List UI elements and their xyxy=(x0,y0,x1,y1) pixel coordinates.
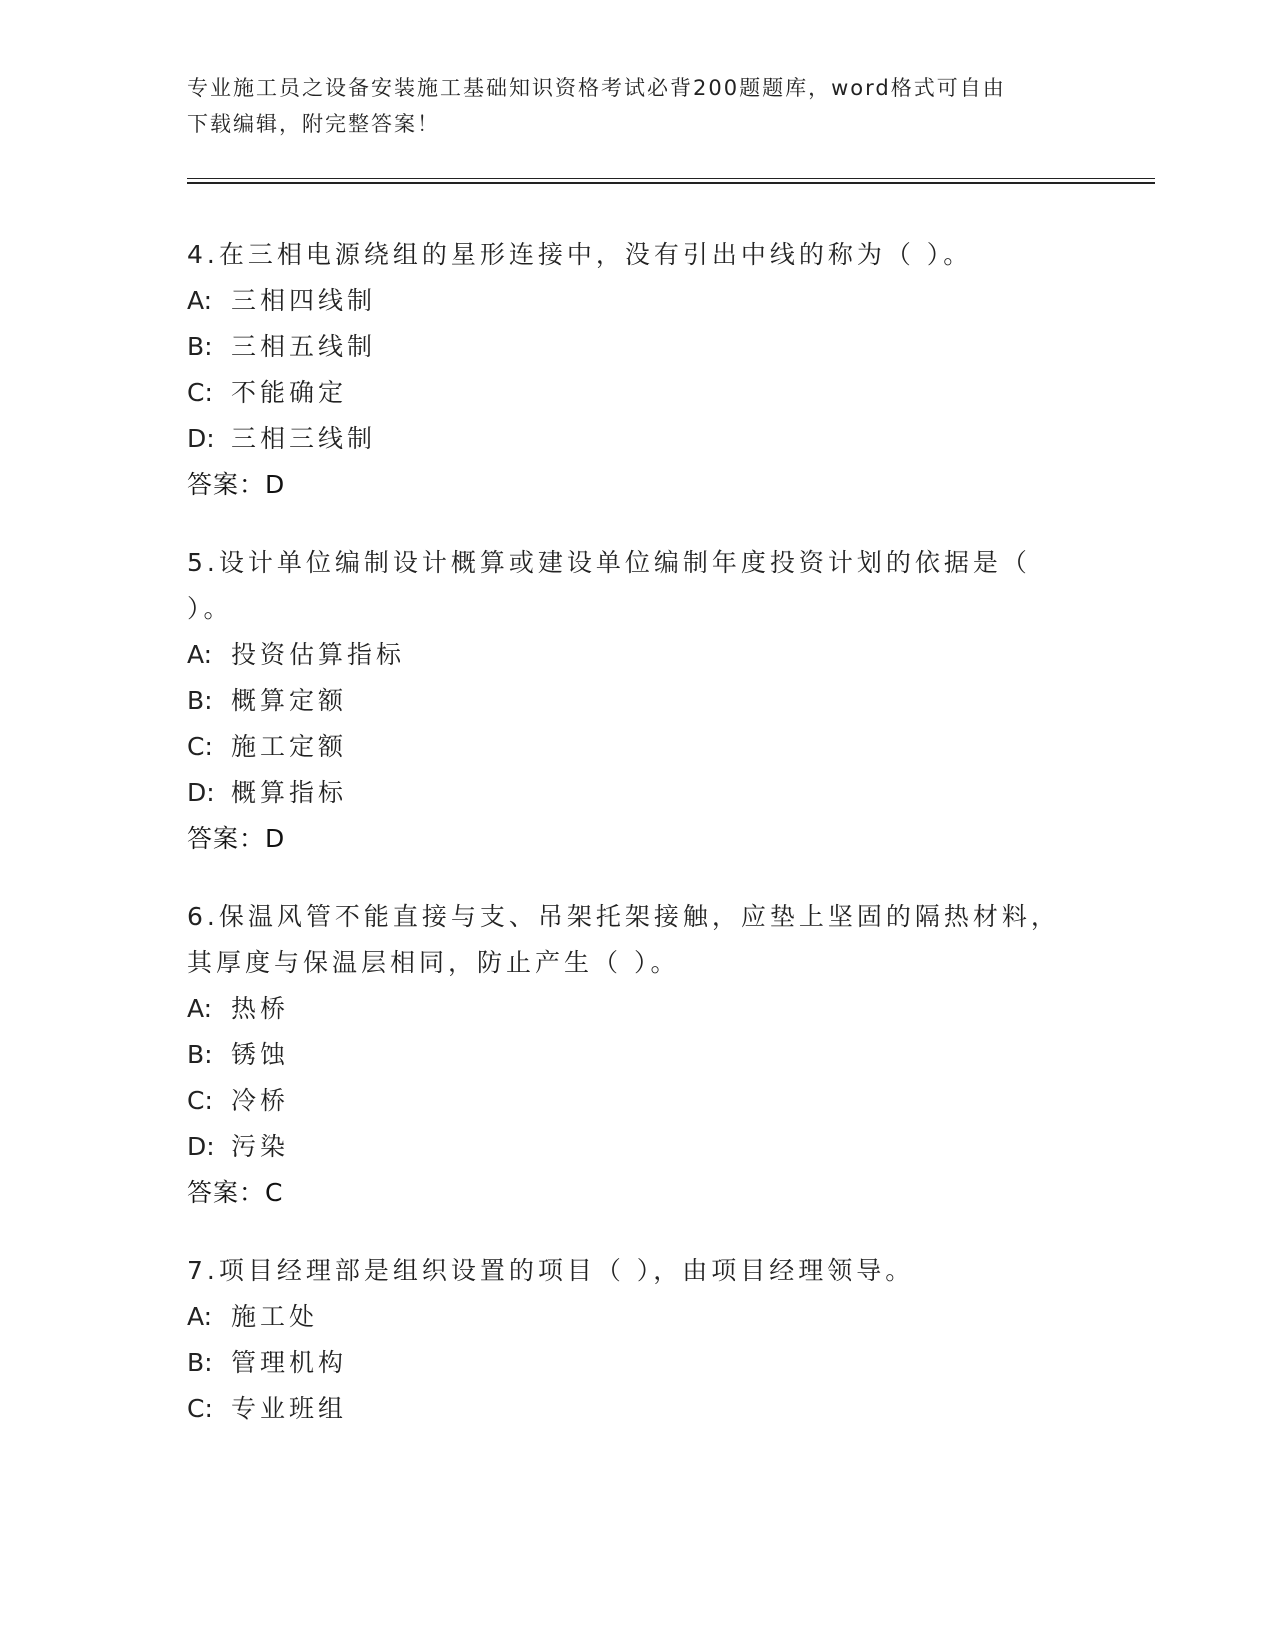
question-7 xyxy=(187,1248,1087,1432)
option-d xyxy=(187,770,1087,816)
option-d xyxy=(187,416,1087,462)
option-letter: A: xyxy=(187,286,213,315)
option-text: 投资估算指标 xyxy=(231,640,406,669)
question-text: 5.设计单位编制设计概算或建设单位编制年度投资计划的依据是（ ）。 xyxy=(187,548,1031,623)
option-letter: B: xyxy=(187,1348,213,1377)
header-divider-thin xyxy=(187,178,1155,179)
option-c xyxy=(187,724,1087,770)
header-divider-thick xyxy=(187,182,1155,184)
option-c xyxy=(187,1386,1087,1432)
document-header xyxy=(187,70,1087,142)
option-a xyxy=(187,278,1087,324)
option-text: 锈蚀 xyxy=(231,1040,290,1069)
option-letter: A: xyxy=(187,1302,213,1331)
question-5 xyxy=(187,540,1087,862)
header-line-2: 下载编辑，附完整答案！ xyxy=(187,112,440,136)
option-a xyxy=(187,632,1087,678)
question-list xyxy=(187,232,1087,1464)
option-a xyxy=(187,986,1087,1032)
option-letter: A: xyxy=(187,640,213,669)
question-text: 7.项目经理部是组织设置的项目（ ），由项目经理领导。 xyxy=(187,1256,915,1285)
option-text: 三相五线制 xyxy=(231,332,377,361)
question-6 xyxy=(187,894,1087,1216)
option-letter: C: xyxy=(187,1394,213,1423)
option-c xyxy=(187,370,1087,416)
option-a xyxy=(187,1294,1087,1340)
question-4 xyxy=(187,232,1087,508)
option-letter: C: xyxy=(187,378,213,407)
answer-line: 答案：D xyxy=(187,824,286,853)
option-text: 三相三线制 xyxy=(231,424,377,453)
option-letter: D: xyxy=(187,1132,215,1161)
option-c xyxy=(187,1078,1087,1124)
option-letter: D: xyxy=(187,778,215,807)
option-b xyxy=(187,1032,1087,1078)
option-b xyxy=(187,678,1087,724)
header-line-1: 专业施工员之设备安装施工基础知识资格考试必背200题题库，word格式可自由 xyxy=(187,76,1006,100)
option-b xyxy=(187,324,1087,370)
option-text: 概算指标 xyxy=(231,778,348,807)
option-letter: B: xyxy=(187,1040,213,1069)
option-letter: D: xyxy=(187,424,215,453)
question-text: 4.在三相电源绕组的星形连接中，没有引出中线的称为（ ）。 xyxy=(187,240,973,269)
option-text: 三相四线制 xyxy=(231,286,377,315)
option-text: 管理机构 xyxy=(231,1348,348,1377)
option-text: 不能确定 xyxy=(231,378,348,407)
option-text: 概算定额 xyxy=(231,686,348,715)
option-text: 污染 xyxy=(231,1132,290,1161)
question-text: 6.保温风管不能直接与支、吊架托架接触，应垫上坚固的隔热材料，其厚度与保温层相同，防止产生（ ）。 xyxy=(187,902,1060,977)
option-text: 施工处 xyxy=(231,1302,319,1331)
option-text: 冷桥 xyxy=(231,1086,290,1115)
option-letter: B: xyxy=(187,332,213,361)
answer-line: 答案：D xyxy=(187,470,286,499)
option-text: 施工定额 xyxy=(231,732,348,761)
option-text: 热桥 xyxy=(231,994,290,1023)
option-letter: C: xyxy=(187,732,213,761)
option-letter: C: xyxy=(187,1086,213,1115)
option-letter: A: xyxy=(187,994,213,1023)
option-text: 专业班组 xyxy=(231,1394,348,1423)
answer-line: 答案：C xyxy=(187,1178,284,1207)
option-b xyxy=(187,1340,1087,1386)
option-d xyxy=(187,1124,1087,1170)
option-letter: B: xyxy=(187,686,213,715)
